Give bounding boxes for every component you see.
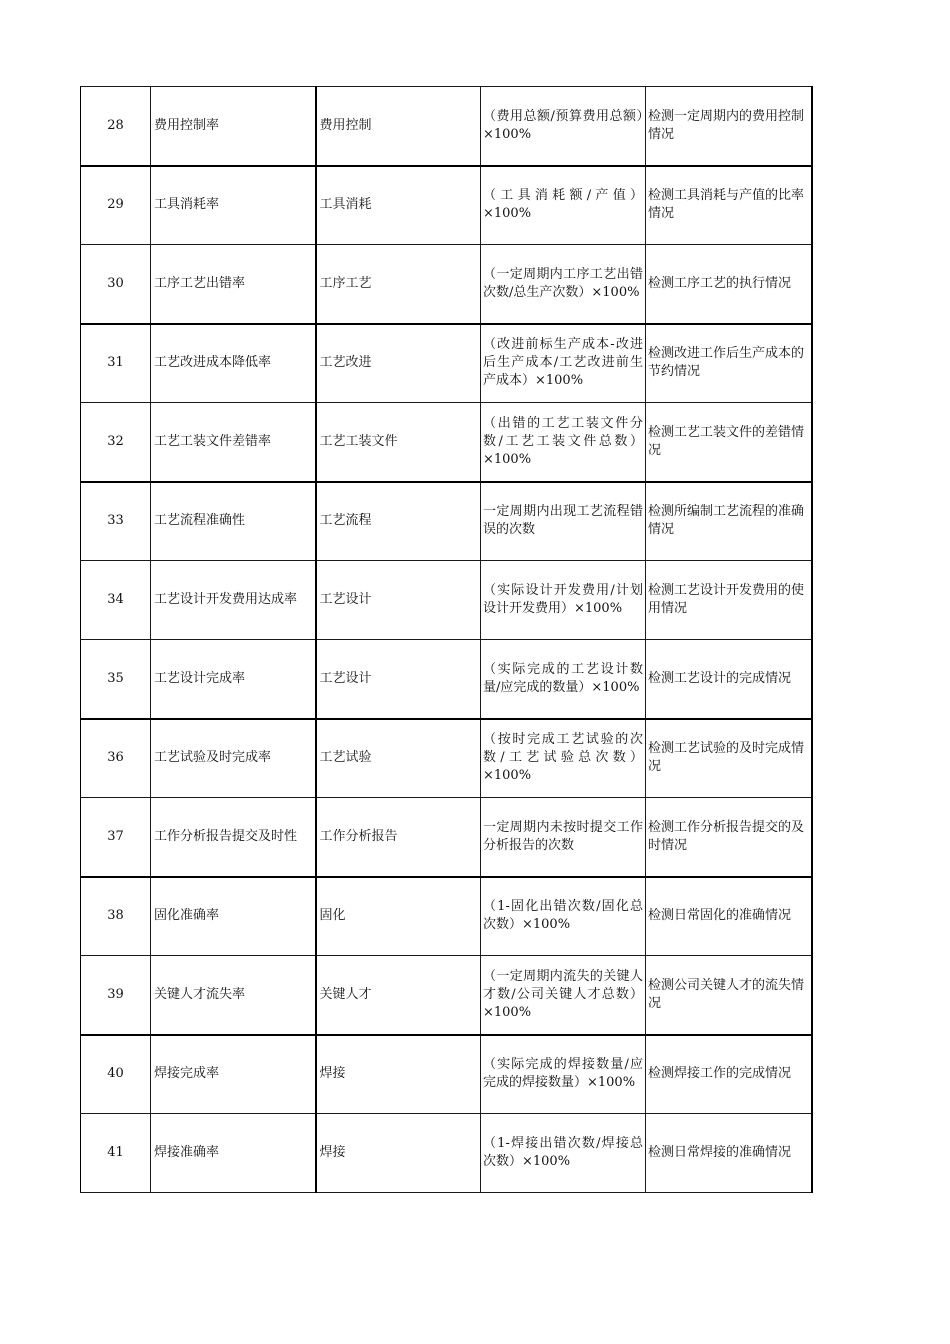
description-cell: 检测工艺设计的完成情况 [646, 640, 812, 719]
formula-cell: 一定周期内未按时提交工作分析报告的次数 [481, 798, 646, 877]
indicator-name-cell: 工艺工装文件差错率 [151, 403, 316, 482]
assessment-item-cell: 工艺流程 [316, 482, 481, 561]
formula-cell: （1-固化出错次数/固化总次数）×100% [481, 877, 646, 956]
table-row [81, 324, 812, 403]
formula-cell: （实际完成的工艺设计数量/应完成的数量）×100% [481, 640, 646, 719]
assessment-item-cell: 工艺设计 [316, 561, 481, 640]
assessment-item-cell: 工艺改进 [316, 324, 481, 403]
row-number-cell: 35 [81, 640, 151, 719]
row-number-cell: 37 [81, 798, 151, 877]
table-row [81, 87, 812, 166]
row-number-cell: 33 [81, 482, 151, 561]
row-number-cell: 29 [81, 166, 151, 245]
formula-cell: （费用总额/预算费用总额）×100% [481, 87, 646, 166]
table-row [81, 1114, 812, 1193]
description-cell: 检测工艺试验的及时完成情况 [646, 719, 812, 798]
kpi-table [80, 86, 813, 1193]
indicator-name-cell: 固化准确率 [151, 877, 316, 956]
description-cell: 检测工具消耗与产值的比率情况 [646, 166, 812, 245]
assessment-item-cell: 关键人才 [316, 956, 481, 1035]
indicator-name-cell: 工艺流程准确性 [151, 482, 316, 561]
table-row [81, 403, 812, 482]
table-row [81, 166, 812, 245]
indicator-name-cell: 工艺改进成本降低率 [151, 324, 316, 403]
table-row [81, 798, 812, 877]
assessment-item-cell: 工序工艺 [316, 245, 481, 324]
table-row [81, 640, 812, 719]
table-row [81, 245, 812, 324]
assessment-item-cell: 工具消耗 [316, 166, 481, 245]
description-cell: 检测日常固化的准确情况 [646, 877, 812, 956]
kpi-table-body [81, 87, 812, 1193]
formula-cell: （出错的工艺工装文件分数/工艺工装文件总数）×100% [481, 403, 646, 482]
assessment-item-cell: 费用控制 [316, 87, 481, 166]
indicator-name-cell: 费用控制率 [151, 87, 316, 166]
formula-cell: （实际设计开发费用/计划设计开发费用）×100% [481, 561, 646, 640]
formula-cell: 一定周期内出现工艺流程错误的次数 [481, 482, 646, 561]
formula-cell: （1-焊接出错次数/焊接总次数）×100% [481, 1114, 646, 1193]
formula-cell: （改进前标生产成本-改进后生产成本/工艺改进前生产成本）×100% [481, 324, 646, 403]
description-cell: 检测一定周期内的费用控制情况 [646, 87, 812, 166]
description-cell: 检测工序工艺的执行情况 [646, 245, 812, 324]
row-number-cell: 41 [81, 1114, 151, 1193]
indicator-name-cell: 焊接完成率 [151, 1035, 316, 1114]
row-number-cell: 39 [81, 956, 151, 1035]
assessment-item-cell: 焊接 [316, 1114, 481, 1193]
description-cell: 检测改进工作后生产成本的节约情况 [646, 324, 812, 403]
row-number-cell: 30 [81, 245, 151, 324]
indicator-name-cell: 工艺设计开发费用达成率 [151, 561, 316, 640]
assessment-item-cell: 工艺设计 [316, 640, 481, 719]
description-cell: 检测工艺工装文件的差错情况 [646, 403, 812, 482]
table-row [81, 561, 812, 640]
formula-cell: （一定周期内工序工艺出错次数/总生产次数）×100% [481, 245, 646, 324]
row-number-cell: 32 [81, 403, 151, 482]
formula-cell: （工具消耗额/产值）×100% [481, 166, 646, 245]
formula-cell: （实际完成的焊接数量/应完成的焊接数量）×100% [481, 1035, 646, 1114]
indicator-name-cell: 工序工艺出错率 [151, 245, 316, 324]
assessment-item-cell: 焊接 [316, 1035, 481, 1114]
description-cell: 检测工艺设计开发费用的使用情况 [646, 561, 812, 640]
formula-cell: （按时完成工艺试验的次数/工艺试验总次数）×100% [481, 719, 646, 798]
row-number-cell: 38 [81, 877, 151, 956]
assessment-item-cell: 工作分析报告 [316, 798, 481, 877]
table-row [81, 877, 812, 956]
indicator-name-cell: 焊接准确率 [151, 1114, 316, 1193]
formula-cell: （一定周期内流失的关键人才数/公司关键人才总数）×100% [481, 956, 646, 1035]
indicator-name-cell: 工作分析报告提交及时性 [151, 798, 316, 877]
table-row [81, 1035, 812, 1114]
indicator-name-cell: 关键人才流失率 [151, 956, 316, 1035]
description-cell: 检测工作分析报告提交的及时情况 [646, 798, 812, 877]
row-number-cell: 40 [81, 1035, 151, 1114]
indicator-name-cell: 工具消耗率 [151, 166, 316, 245]
indicator-name-cell: 工艺试验及时完成率 [151, 719, 316, 798]
row-number-cell: 34 [81, 561, 151, 640]
indicator-name-cell: 工艺设计完成率 [151, 640, 316, 719]
description-cell: 检测公司关键人才的流失情况 [646, 956, 812, 1035]
assessment-item-cell: 工艺试验 [316, 719, 481, 798]
table-row [81, 719, 812, 798]
row-number-cell: 28 [81, 87, 151, 166]
table-row [81, 956, 812, 1035]
table-row [81, 482, 812, 561]
description-cell: 检测日常焊接的准确情况 [646, 1114, 812, 1193]
row-number-cell: 36 [81, 719, 151, 798]
description-cell: 检测焊接工作的完成情况 [646, 1035, 812, 1114]
assessment-item-cell: 工艺工装文件 [316, 403, 481, 482]
row-number-cell: 31 [81, 324, 151, 403]
description-cell: 检测所编制工艺流程的准确情况 [646, 482, 812, 561]
assessment-item-cell: 固化 [316, 877, 481, 956]
